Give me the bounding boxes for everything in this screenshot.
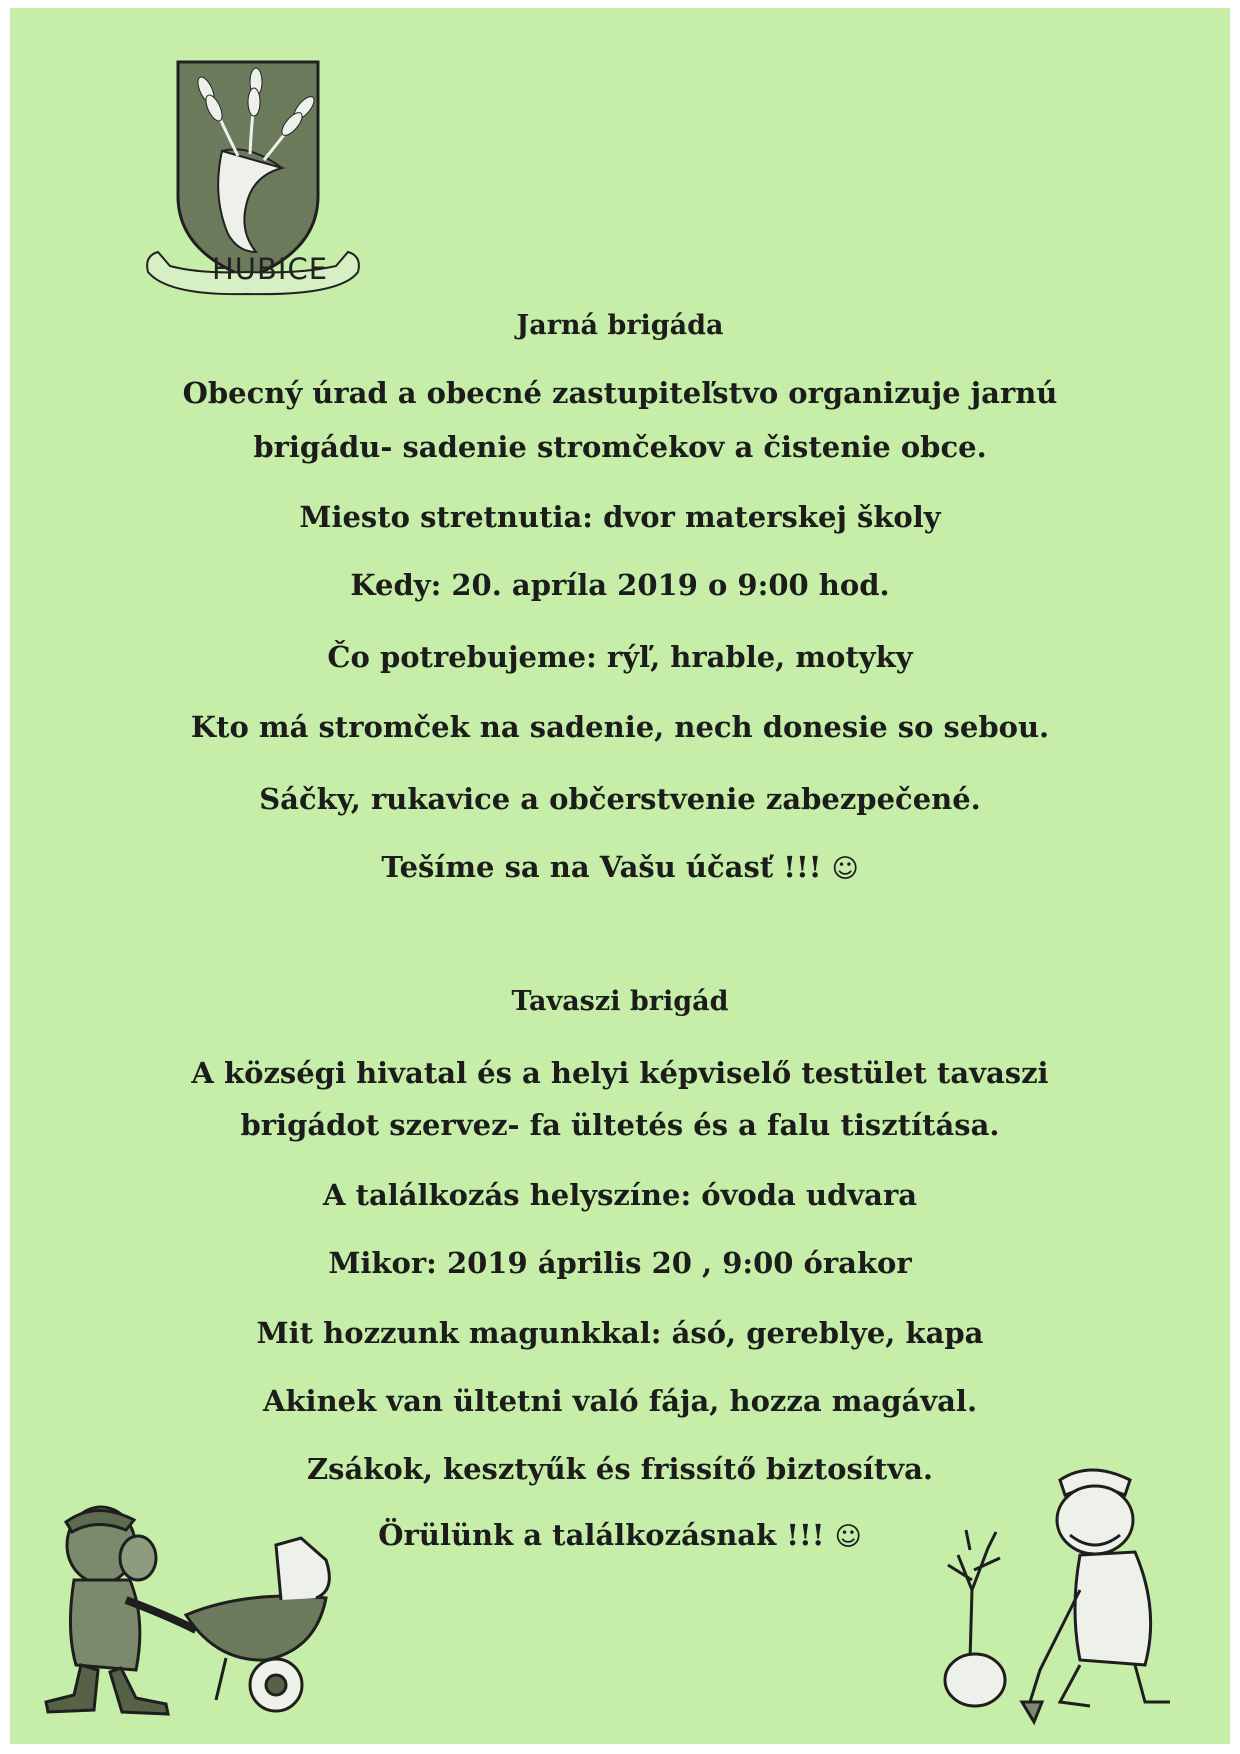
smiley-icon: ☺: [834, 1522, 862, 1552]
smiley-icon: ☺: [831, 854, 859, 884]
slovak-tools: Čo potrebujeme: rýľ, hrable, motyky: [327, 640, 913, 674]
crest-label: HUBICE: [211, 252, 329, 286]
slovak-closing: Tešíme sa na Vašu účasť !!!: [381, 850, 822, 884]
slovak-closing-line: [0, 850, 1240, 884]
hungarian-provided: Zsákok, kesztyűk és frissítő biztosítva.: [307, 1452, 933, 1486]
hungarian-title: Tavaszi brigád: [511, 986, 729, 1017]
man-planting-tree-icon: [930, 1440, 1190, 1730]
hungarian-intro-line2: brigádot szervez- fa ültetés és a falu tisztítása.: [240, 1108, 1000, 1142]
slovak-trees: Kto má stromček na sadenie, nech donesie so sebou.: [190, 710, 1050, 744]
slovak-provided: Sáčky, rukavice a občerstvenie zabezpečené.: [259, 782, 981, 816]
hungarian-closing: Örülünk a találkozásnak !!!: [378, 1518, 825, 1552]
hungarian-tools: Mit hozzunk magunkkal: ásó, gereblye, kapa: [256, 1316, 984, 1350]
village-crest: [140, 56, 400, 306]
slovak-date: Kedy: 20. apríla 2019 o 9:00 hod.: [350, 568, 890, 602]
slovak-meeting-place: Miesto stretnutia: dvor materskej školy: [299, 500, 941, 534]
slovak-intro-line1: Obecný úrad a obecné zastupiteľstvo organizuje jarnú: [182, 376, 1058, 410]
slovak-intro-line2: brigádu- sadenie stromčekov a čistenie obce.: [253, 430, 987, 464]
hungarian-trees: Akinek van ültetni való fája, hozza magával.: [262, 1384, 978, 1418]
gardener-with-wheelbarrow-icon: [26, 1480, 386, 1730]
slovak-title: Jarná brigáda: [516, 310, 724, 341]
hungarian-date: Mikor: 2019 április 20 , 9:00 órakor: [328, 1246, 912, 1280]
hungarian-intro-line1: A községi hivatal és a helyi képviselő testület tavaszi: [191, 1056, 1049, 1090]
hungarian-meeting-place: A találkozás helyszíne: óvoda udvara: [322, 1178, 918, 1212]
